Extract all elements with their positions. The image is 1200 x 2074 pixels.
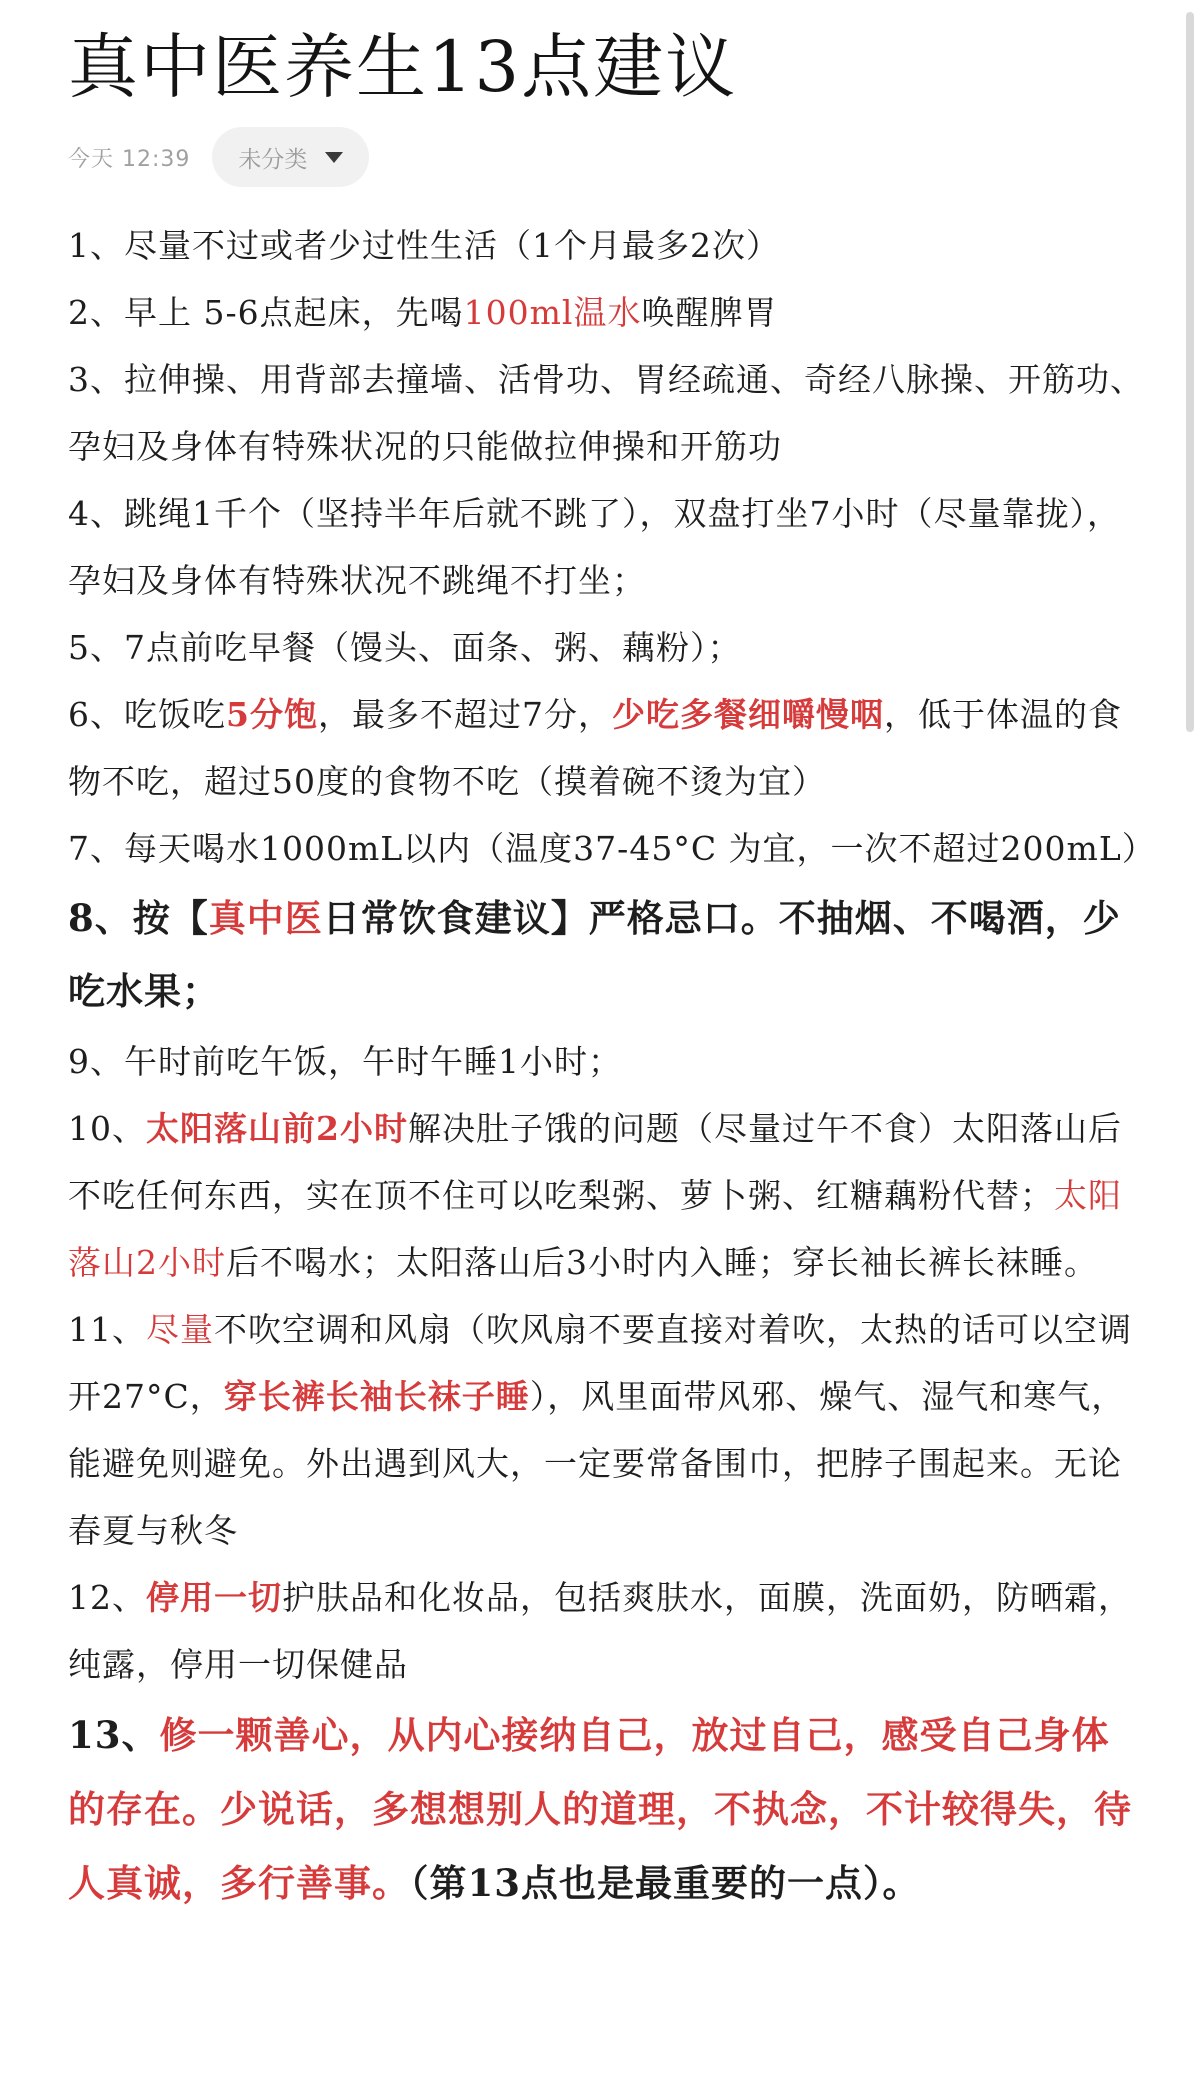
list-item (68, 212, 1144, 279)
list-item (68, 1095, 1144, 1296)
item-text: 1、尽量不过或者少过性生活（1个月最多2次） (68, 226, 780, 265)
list-item (68, 681, 1144, 815)
highlight-text: 少吃多餐细嚼慢咽 (611, 695, 884, 734)
highlight-text: 5分饱 (226, 695, 318, 734)
list-item (68, 480, 1144, 614)
item-text: 4、跳绳1千个（坚持半年后就不跳了），双盘打坐7小时（尽量靠拢），孕妇及身体有特殊状况不跳绳不打坐； (68, 494, 1121, 600)
note-date: 今天 12:39 (68, 146, 191, 172)
note-meta (68, 126, 369, 188)
highlight-text: 真中医 (208, 896, 323, 940)
item-text: ，最多不超过7分， (317, 695, 612, 734)
item-text: 不吹空调和风扇（吹风扇不要直接对着吹，太热的话可以空调开27°C， (68, 1310, 1132, 1416)
highlight-text: 修一颗善心，从内心接纳自己，放过自己，感受自己身体的存在。少说话，多想想别人的道理，不执念，不计较得失，待人真诚，多行善事。 (68, 1713, 1132, 1905)
item-text: 8、按【 (68, 896, 209, 940)
list-item (68, 614, 1144, 681)
item-text: 9、午时前吃午饭，午时午睡1小时； (68, 1042, 622, 1081)
highlight-text: 停用一切 (146, 1578, 282, 1617)
item-text: 5、7点前吃早餐（馒头、面条、粥、藕粉）； (68, 628, 742, 667)
item-text: 11、 (68, 1310, 146, 1349)
item-text: ），风里面带风邪、燥气、湿气和寒气，能避免则避免。外出遇到风大，一定要常备围巾，把脖子围起来。无论春夏与秋冬 (68, 1377, 1126, 1550)
chevron-down-icon (325, 152, 343, 163)
item-text: 日常饮食建议】严格忌口。不抽烟、不喝酒，少吃水果； (68, 896, 1121, 1013)
list-item (68, 1564, 1144, 1698)
item-text: 护肤品和化妆品，包括爽肤水，面膜，洗面奶，防晒霜，纯露，停用一切保健品 (68, 1578, 1132, 1684)
highlight-text: 太阳落山2小时 (68, 1176, 1122, 1282)
scrollbar[interactable] (1186, 12, 1194, 732)
list-item (68, 346, 1144, 480)
item-text: 12、 (68, 1578, 146, 1617)
item-text: 解决肚子饿的问题（尽量过午不食）太阳落山后不吃任何东西，实在顶不住可以吃梨粥、萝卜粥、红糖藕粉代替； (68, 1109, 1122, 1215)
highlight-text: 穿长裤长袖长袜子睡 (223, 1377, 530, 1416)
item-text: 3、拉伸操、用背部去撞墙、活骨功、胃经疏通、奇经八脉操、开筋功、孕妇及身体有特殊状况的只能做拉伸操和开筋功 (68, 360, 1144, 466)
list-item (68, 815, 1156, 882)
highlight-text: 尽量 (146, 1310, 214, 1349)
category-dropdown[interactable] (212, 127, 369, 187)
list-item (68, 279, 1144, 346)
item-text: 6、吃饭吃 (68, 695, 226, 734)
item-text: 后不喝水；太阳落山后3小时内入睡；穿长袖长裤长袜睡。 (226, 1243, 1098, 1282)
highlight-text: 100ml温水 (463, 293, 642, 332)
item-text: ，低于体温的食物不吃，超过50度的食物不吃（摸着碗不烫为宜） (68, 695, 1122, 801)
list-item (68, 1698, 1144, 1920)
item-text: 2、早上 5-6点起床，先喝 (68, 293, 464, 332)
item-text: 10、 (68, 1109, 146, 1148)
list-item (68, 1028, 1144, 1095)
note-body (68, 212, 1156, 1920)
note-title: 真中医养生13点建议 (68, 26, 738, 108)
list-item (68, 1296, 1144, 1564)
category-label: 未分类 (238, 146, 308, 173)
highlight-text: 太阳落山前2小时 (146, 1109, 408, 1148)
item-text: 唤醒脾胃 (641, 293, 778, 332)
item-text: （第13点也是最重要的一点）。 (410, 1861, 921, 1905)
list-item (68, 882, 1144, 1028)
item-text: 13、 (68, 1713, 160, 1757)
item-text: 7、每天喝水1000mL以内（温度37-45°C 为宜，一次不超过200mL） (68, 829, 1156, 868)
